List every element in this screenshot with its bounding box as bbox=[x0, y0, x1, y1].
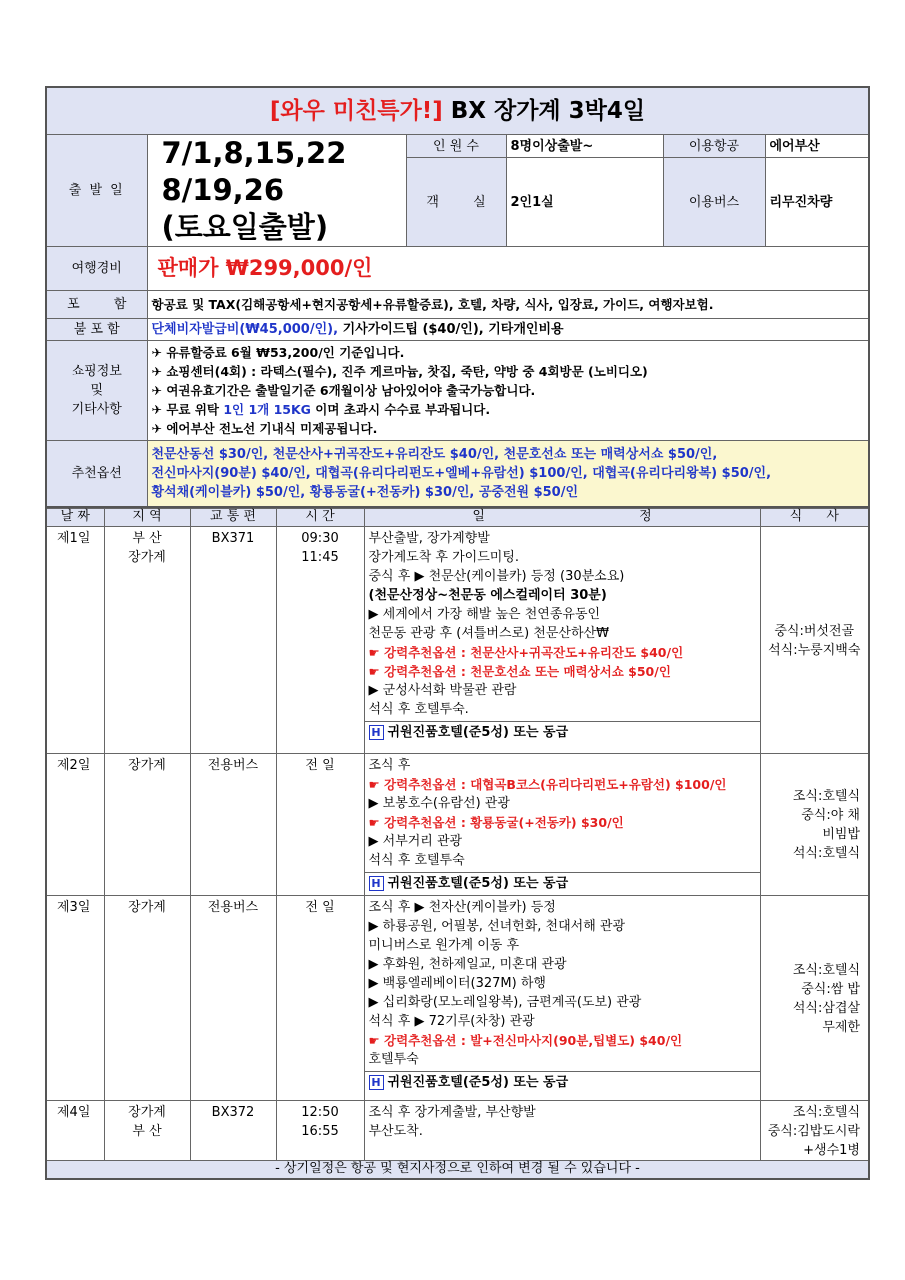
day-row bbox=[46, 753, 869, 895]
day-time bbox=[276, 1100, 364, 1160]
itinerary-line: 부산출발, 장가계향발 bbox=[368, 530, 490, 546]
day-time bbox=[276, 753, 364, 895]
time-line: 전 일 bbox=[305, 899, 335, 915]
day-meals bbox=[760, 526, 869, 753]
include-text: 항공료 및 TAX(김해공항세+현지공항세+유류할증료), 호텔, 차량, 식사, 입장료, 가이드, 여행자보험. bbox=[147, 291, 869, 319]
itinerary-line: 석식 후 ▶ 72기루(차창) 관광 bbox=[368, 1013, 535, 1029]
header-date: 날 짜 bbox=[46, 508, 104, 526]
day-region bbox=[104, 526, 190, 753]
itinerary-line: ▶ 백룡엘레베이터(327M) 하행 bbox=[368, 975, 546, 991]
itinerary-line: ▶ 서부거리 관광 bbox=[368, 833, 463, 849]
date-line: 8/19,26 bbox=[161, 173, 284, 207]
departure-label: 출 발 일 bbox=[46, 135, 147, 247]
itinerary-line: (천문산정상~천문동 에스컬레이터 30분) bbox=[368, 587, 607, 603]
day-label: 제2일 bbox=[46, 753, 104, 895]
title-highlight: [와우 미친특가!] bbox=[269, 97, 443, 124]
region-line: 부 산 bbox=[132, 1123, 162, 1139]
time-line: 16:55 bbox=[301, 1123, 339, 1139]
time-line: 09:30 bbox=[301, 530, 339, 546]
itinerary-line: ☛ 강력추천옵션 : 황룡동굴(+전동카) $30/인 bbox=[368, 814, 624, 830]
price: 판매가 ₩299,000/인 bbox=[147, 247, 869, 291]
day-itinerary bbox=[364, 526, 760, 753]
time-line: 12:50 bbox=[301, 1104, 339, 1120]
hotel-name: 귀원진품호텔(준5성) 또는 동급 bbox=[387, 875, 569, 891]
departure-dates bbox=[147, 135, 406, 247]
time-line: 전 일 bbox=[305, 757, 335, 773]
exclude-rest: 기사가이드팁 ($40/인), 기타개인비용 bbox=[338, 322, 564, 337]
date-line: 7/1,8,15,22 bbox=[161, 136, 347, 170]
info-line: ✈ 유류할증료 6월 ₩53,200/인 기준입니다. bbox=[151, 345, 405, 360]
meal-line: 비빔밥 bbox=[822, 827, 860, 842]
pax-value: 8명이상출발~ bbox=[506, 135, 663, 158]
region-line: 장가계 bbox=[128, 1104, 166, 1120]
info-line: ✈ 쇼핑센터(4회) : 라텍스(필수), 진주 게르마늄, 찻집, 죽탄, 약방 중 4회방문 (노비디오) bbox=[151, 364, 648, 379]
day-row bbox=[46, 895, 869, 1100]
exclude-text bbox=[147, 319, 869, 341]
itinerary-line: ☛ 강력추천옵션 : 천문호선쇼 또는 매력상서쇼 $50/인 bbox=[368, 663, 671, 679]
itinerary-line: 중식 후 ▶ 천문산(케이블카) 등정 (30분소요) bbox=[368, 568, 625, 584]
baggage-allowance: 1인 1개 15KG bbox=[223, 402, 311, 417]
meal-line: 조식:호텔식 bbox=[792, 1104, 860, 1120]
page-title bbox=[46, 87, 869, 135]
hotel-name: 귀원진품호텔(준5성) 또는 동급 bbox=[387, 1074, 569, 1090]
header-itinerary: 일 정 bbox=[364, 508, 760, 526]
itinerary-line: 조식 후 bbox=[368, 757, 411, 773]
itinerary-line: 석식 후 호텔투숙 bbox=[368, 852, 465, 868]
hotel-name: 귀원진품호텔(준5성) 또는 동급 bbox=[387, 724, 569, 740]
room-value: 2인1실 bbox=[506, 158, 663, 247]
option-line: 전신마사지(90분) $40/인, 대협곡(유리다리펀도+엘베+유람선) $100/인, 대협곡(유리다리왕복) $50/인, bbox=[151, 465, 772, 481]
itinerary-line: 석식 후 호텔투숙. bbox=[368, 701, 469, 717]
option-line: 천문산동선 $30/인, 천문산사+귀곡잔도+유리잔도 $40/인, 천문호선쇼 또는 매력상서쇼 $50/인, bbox=[151, 446, 718, 462]
cost-label: 여행경비 bbox=[46, 247, 147, 291]
itinerary-line: ▶ 군성사석화 박물관 관람 bbox=[368, 682, 517, 698]
itinerary-line: ☛ 강력추천옵션 : 천문산사+귀곡잔도+유리잔도 $40/인 bbox=[368, 644, 684, 660]
itinerary-line: 조식 후 ▶ 천자산(케이블카) 등정 bbox=[368, 899, 556, 915]
day-transport: 전용버스 bbox=[190, 753, 276, 895]
info-line: ✈ 여권유효기간은 출발일기준 6개월이상 남아있어야 출국가능합니다. bbox=[151, 383, 536, 398]
airline-label: 이용항공 bbox=[663, 135, 765, 158]
options-label: 추천옵션 bbox=[46, 441, 147, 507]
baggage-line bbox=[152, 400, 865, 419]
hotel-icon: H bbox=[369, 876, 384, 891]
meal-line: 중식:쌈 밥 bbox=[801, 981, 860, 997]
itinerary-line: 조식 후 장가계출발, 부산향발 bbox=[368, 1104, 536, 1120]
meal-line: 조식:호텔식 bbox=[792, 789, 860, 804]
itinerary-line: ▶ 후화원, 천하제일교, 미혼대 관광 bbox=[368, 956, 567, 972]
hotel-line bbox=[365, 872, 760, 893]
day-label: 제4일 bbox=[46, 1100, 104, 1160]
meal-line: 석식:누룽지백숙 bbox=[768, 642, 861, 658]
day-meals bbox=[760, 1100, 869, 1160]
region-line: 장가계 bbox=[128, 899, 166, 915]
hotel-line bbox=[365, 721, 760, 742]
itinerary-line: 천문동 관광 후 (셔틀버스로) 천문산하산₩ bbox=[368, 625, 609, 641]
header-time: 시 간 bbox=[276, 508, 364, 526]
day-itinerary bbox=[364, 895, 760, 1100]
bus-value: 리무진차량 bbox=[765, 158, 869, 247]
hotel-line bbox=[365, 1071, 760, 1092]
schedule-table bbox=[45, 508, 870, 1180]
itinerary-line: ▶ 하룡공원, 어필봉, 선녀헌화, 천대서해 관광 bbox=[368, 918, 626, 934]
region-line: 장가계 bbox=[128, 549, 166, 565]
meal-line: +생수1병 bbox=[803, 1142, 860, 1158]
day-itinerary bbox=[364, 753, 760, 895]
header-meals: 식 사 bbox=[760, 508, 869, 526]
shopping-label-line: 쇼핑정보 bbox=[71, 364, 122, 379]
shopping-info bbox=[147, 341, 869, 441]
day-label: 제1일 bbox=[46, 526, 104, 753]
info-line: ✈ 에어부산 전노선 기내식 미제공됩니다. bbox=[151, 421, 378, 436]
meal-line: 중식:김밥도시락 bbox=[767, 1123, 860, 1139]
include-label: 포 함 bbox=[46, 291, 147, 319]
day-time bbox=[276, 895, 364, 1100]
itinerary-line: 호텔투숙 bbox=[368, 1051, 419, 1067]
visa-fee: 단체비자발급비(₩45,000/인), bbox=[151, 322, 339, 337]
schedule-header bbox=[46, 508, 869, 526]
date-line: (토요일출발) bbox=[161, 210, 329, 244]
day-region bbox=[104, 1100, 190, 1160]
day-transport: 전용버스 bbox=[190, 895, 276, 1100]
header-region: 지 역 bbox=[104, 508, 190, 526]
region-line: 장가계 bbox=[128, 757, 166, 773]
itinerary-line: 장가계도착 후 가이드미팅. bbox=[368, 549, 520, 565]
meal-line: 석식:호텔식 bbox=[792, 846, 860, 861]
day-meals bbox=[760, 753, 869, 895]
day-time bbox=[276, 526, 364, 753]
region-line: 부 산 bbox=[132, 530, 162, 546]
day-itinerary bbox=[364, 1100, 760, 1160]
header-transport: 교 통 편 bbox=[190, 508, 276, 526]
itinerary-line: ☛ 강력추천옵션 : 발+전신마사지(90분,팁별도) $40/인 bbox=[368, 1032, 683, 1048]
itinerary-sheet bbox=[45, 86, 868, 1180]
day-row bbox=[46, 526, 869, 753]
itinerary-line: ▶ 보봉호수(유람선) 관광 bbox=[368, 795, 510, 811]
day-region bbox=[104, 895, 190, 1100]
exclude-label: 불 포 함 bbox=[46, 319, 147, 341]
footer-note: - 상기일정은 항공 및 현지사정으로 인하여 변경 될 수 있습니다 - bbox=[46, 1160, 869, 1179]
day-region bbox=[104, 753, 190, 895]
option-line: 황석채(케이블카) $50/인, 황룡동굴(+전동카) $30/인, 공중전원 $50/인 bbox=[151, 484, 579, 500]
itinerary-line: ▶ 십리화랑(모노레일왕복), 금편계곡(도보) 관광 bbox=[368, 994, 642, 1010]
day-transport: BX371 bbox=[190, 526, 276, 753]
shopping-label-line: 기타사항 bbox=[71, 402, 122, 417]
day-transport: BX372 bbox=[190, 1100, 276, 1160]
bus-label: 이용버스 bbox=[663, 158, 765, 247]
meal-line: 중식:버섯전골 bbox=[774, 623, 855, 639]
hotel-icon: H bbox=[369, 1075, 384, 1090]
shopping-label bbox=[46, 341, 147, 441]
itinerary-line: ▶ 세계에서 가장 해발 높은 천연종유동인 bbox=[368, 606, 601, 622]
airline-value: 에어부산 bbox=[765, 135, 869, 158]
itinerary-line: 미니버스로 원가계 이동 후 bbox=[368, 937, 520, 953]
pax-label: 인 원 수 bbox=[406, 135, 506, 158]
room-label: 객 실 bbox=[406, 158, 506, 247]
meal-line: 무제한 bbox=[822, 1019, 860, 1035]
itinerary-line: ☛ 강력추천옵션 : 대협곡B코스(유리다리펀도+유람선) $100/인 bbox=[368, 776, 727, 792]
time-line: 11:45 bbox=[301, 549, 339, 565]
info-table bbox=[45, 86, 870, 508]
meal-line: 중식:야 채 bbox=[801, 808, 860, 823]
itinerary-line: 부산도착. bbox=[368, 1123, 423, 1139]
title-text: BX 장가계 3박4일 bbox=[442, 97, 646, 124]
recommended-options bbox=[147, 441, 869, 507]
shopping-label-line: 및 bbox=[90, 383, 104, 398]
baggage-c: 이며 초과시 수수료 부과됩니다. bbox=[310, 402, 491, 417]
meal-line: 조식:호텔식 bbox=[792, 962, 860, 978]
baggage-a: ✈ 무료 위탁 bbox=[151, 402, 224, 417]
day-meals bbox=[760, 895, 869, 1100]
hotel-icon: H bbox=[369, 725, 384, 740]
day-row bbox=[46, 1100, 869, 1160]
day-label: 제3일 bbox=[46, 895, 104, 1100]
meal-line: 석식:삼겹살 bbox=[792, 1000, 860, 1016]
